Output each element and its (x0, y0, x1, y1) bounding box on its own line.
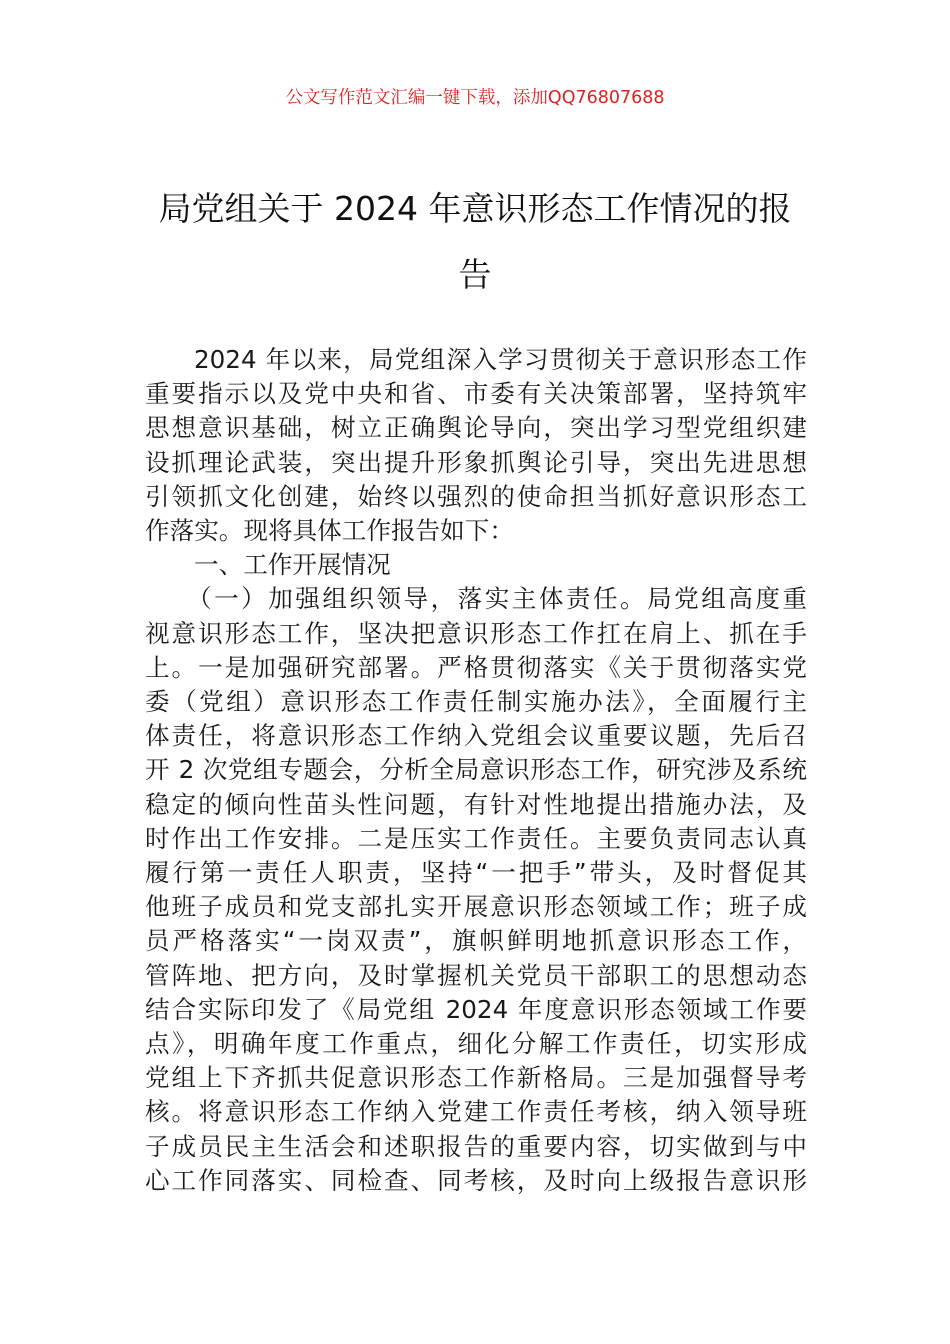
text-line: 引领抓文化创建，始终以强烈的使命担当抓好意识形态工 (145, 481, 807, 511)
text-line: 子成员民主生活会和述职报告的重要内容，切实做到与中 (145, 1131, 807, 1161)
section-heading (145, 548, 807, 582)
text-line: 管阵地、把方向，及时掌握机关党员干部职工的思想动态 (145, 960, 807, 990)
text-line: 作落实。现将具体工作报告如下： (145, 516, 514, 546)
text-line: 党组上下齐抓共促意识形态工作新格局。三是加强督导考 (145, 1063, 807, 1093)
title-line-2: 告 (458, 255, 492, 294)
text-line: 核。将意识形态工作纳入党建工作责任考核，纳入领导班 (145, 1097, 807, 1127)
text-line: 思想意识基础，树立正确舆论导向，突出学习型党组织建 (145, 413, 807, 443)
text-line: 2024 年以来，局党组深入学习贯彻关于意识形态工作 (194, 345, 807, 374)
text-line: 体责任，将意识形态工作纳入党组会议重要议题，先后召 (145, 721, 807, 751)
text-line: 上。一是加强研究部署。严格贯彻落实《关于贯彻落实党 (145, 652, 807, 682)
title-line-1: 局党组关于 2024 年意识形态工作情况的报 (158, 189, 792, 228)
section-paragraph (145, 582, 807, 1198)
intro-paragraph (145, 343, 807, 548)
text-line: 履行第一责任人职责，坚持“一把手”带头，及时督促其 (145, 858, 807, 888)
text-line: （一）加强组织领导，落实主体责任。局党组高度重 (187, 584, 807, 614)
text-line: 他班子成员和党支部扎实开展意识形态领域工作；班子成 (145, 892, 807, 922)
heading-line: 一、工作开展情况 (194, 550, 391, 580)
text-line: 视意识形态工作，坚决把意识形态工作扛在肩上、抓在手 (145, 618, 807, 648)
text-line: 员严格落实“一岗双责”，旗帜鲜明地抓意识形态工作， (145, 926, 807, 956)
text-line: 设抓理论武装，突出提升形象抓舆论引导，突出先进思想 (145, 447, 807, 477)
document-body (145, 343, 807, 1198)
text-line: 委（党组）意识形态工作责任制实施办法》，全面履行主 (145, 687, 807, 717)
text-line: 点》，明确年度工作重点，细化分解工作责任，切实形成 (145, 1029, 807, 1059)
text-line: 结合实际印发了《局党组 2024 年度意识形态领域工作要 (145, 994, 807, 1024)
document-title (140, 176, 810, 308)
text-line: 稳定的倾向性苗头性问题，有针对性地提出措施办法，及 (145, 789, 807, 819)
text-line: 心工作同落实、同检查、同考核，及时向上级报告意识形 (145, 1165, 807, 1195)
text-line: 时作出工作安排。二是压实工作责任。主要负责同志认真 (145, 823, 807, 853)
header-promo-note: 公文写作范文汇编一键下载，添加QQ76807688 (285, 88, 665, 108)
text-line: 开 2 次党组专题会，分析全局意识形态工作，研究涉及系统 (145, 755, 807, 785)
text-line: 重要指示以及党中央和省、市委有关决策部署，坚持筑牢 (145, 379, 807, 409)
